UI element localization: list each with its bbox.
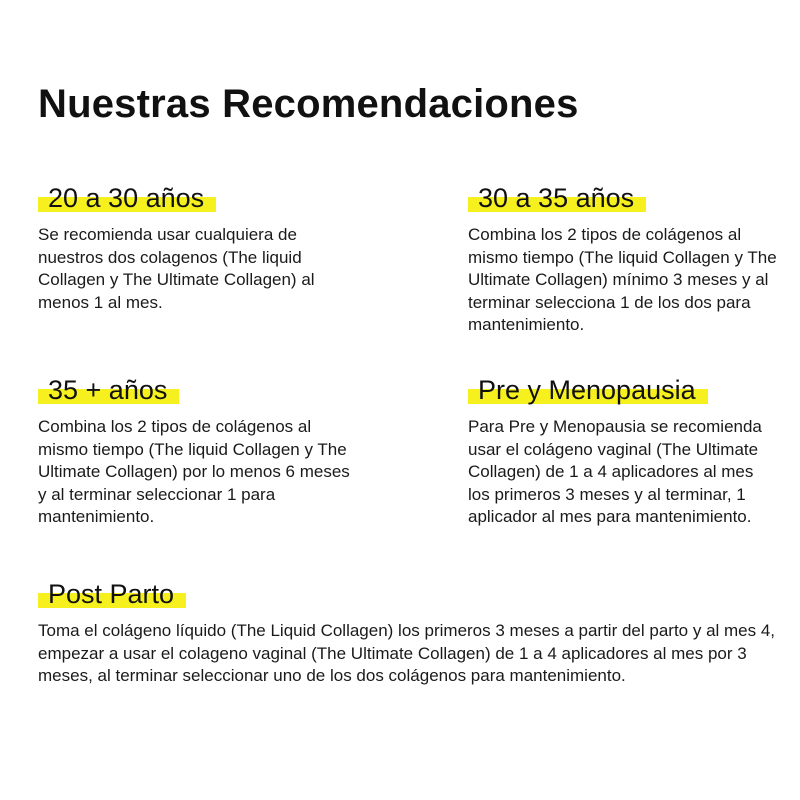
section-heading-highlighted bbox=[468, 372, 708, 408]
section-20-30-anos bbox=[38, 180, 358, 314]
section-35-plus-anos bbox=[38, 372, 358, 529]
section-body: Se recomienda usar cualquiera de nuestros dos colagenos (The liquid Collagen y The Ultimate Collagen) al menos 1 al mes. bbox=[38, 225, 315, 312]
section-body: Combina los 2 tipos de colágenos al mismo tiempo (The liquid Collagen y The Ultimate Collagen) mínimo 3 meses y al terminar selecciona 1 de los dos para mantenimiento. bbox=[468, 225, 777, 334]
section-heading: 30 a 35 años bbox=[478, 183, 635, 213]
section-heading-highlighted bbox=[468, 180, 646, 216]
section-body: Toma el colágeno líquido (The Liquid Collagen) los primeros 3 meses a partir del parto y al mes 4, empezar a usar el colageno vaginal (The Ultimate Collagen) de 1 a 4 aplicadores al mes por 3 meses, al terminar seleccionar uno de los dos colágenos para mantenimiento. bbox=[38, 621, 776, 685]
section-heading: Pre y Menopausia bbox=[478, 375, 696, 405]
section-post-parto bbox=[38, 576, 778, 688]
section-heading-highlighted bbox=[38, 576, 186, 612]
section-heading: Post Parto bbox=[48, 579, 175, 609]
section-body: Para Pre y Menopausia se recomienda usar el colágeno vaginal (The Ultimate Collagen) de 1 a 4 aplicadores al mes los primeros 3 meses y al terminar, 1 aplicador al mes para mantenimiento. bbox=[468, 417, 762, 526]
page-title: Nuestras Recomendaciones bbox=[38, 82, 579, 126]
section-pre-menopausia bbox=[468, 372, 778, 529]
section-heading: 20 a 30 años bbox=[48, 183, 205, 213]
section-body: Combina los 2 tipos de colágenos al mismo tiempo (The liquid Collagen y The Ultimate Collagen) por lo menos 6 meses y al terminar seleccionar 1 para mantenimiento. bbox=[38, 417, 350, 526]
section-heading-highlighted bbox=[38, 180, 216, 216]
section-30-35-anos bbox=[468, 180, 778, 337]
section-heading: 35 + años bbox=[48, 375, 168, 405]
section-heading-highlighted bbox=[38, 372, 179, 408]
